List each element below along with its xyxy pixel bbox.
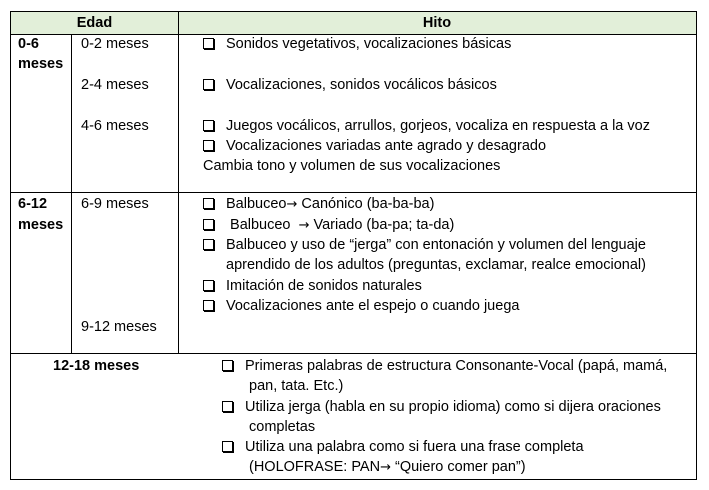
milestone-item: Juegos vocálicos, arrullos, gorjeos, vocaliza en respuesta a la voz <box>203 116 650 136</box>
milestone-item: Vocalizaciones ante el espejo o cuando juega <box>203 296 519 316</box>
milestone-continuation: pan, tata. Etc.) <box>249 378 344 394</box>
checkbox-icon <box>222 401 233 412</box>
milestone-item: Balbuceo→ Canónico (ba-ba-ba) <box>203 194 434 215</box>
checkbox-icon <box>203 38 214 49</box>
age-label: 9-12 meses <box>81 319 157 335</box>
checkbox-icon <box>222 360 233 371</box>
milestone-item: Vocalizaciones variadas ante agrado y desagrado <box>203 136 546 156</box>
group-label: meses <box>18 217 64 233</box>
divider <box>11 353 696 354</box>
checkbox-icon <box>203 280 214 291</box>
milestones-table <box>10 11 697 480</box>
group-label: 6-12 <box>18 196 48 212</box>
checkbox-icon <box>203 239 214 250</box>
group-label: meses <box>18 56 64 72</box>
age-label: 0-2 meses <box>81 36 149 52</box>
milestone-item: Utiliza jerga (habla en su propio idioma) como si dijera oraciones <box>222 397 661 417</box>
milestone-item: Primeras palabras de estructura Consonante-Vocal (papá, mamá, <box>222 356 667 376</box>
checkbox-icon <box>203 198 214 209</box>
milestone-continuation: (HOLOFRASE: PAN→ “Quiero comer pan”) <box>249 459 526 475</box>
arrow-right-icon: → <box>380 460 391 475</box>
checkbox-icon <box>203 120 214 131</box>
divider <box>11 192 696 193</box>
checkbox-icon <box>203 140 214 151</box>
age-label: 4-6 meses <box>81 118 149 134</box>
arrow-right-icon: → <box>298 218 310 233</box>
header-edad: Edad <box>76 15 113 31</box>
milestone-item: Sonidos vegetativos, vocalizaciones básicas <box>203 34 511 54</box>
age-label: 6-9 meses <box>81 196 149 212</box>
milestone-item: Balbuceo → Variado (ba-pa; ta-da) <box>203 215 454 236</box>
milestone-item: Utiliza una palabra como si fuera una frase completa <box>222 437 584 457</box>
checkbox-icon <box>222 441 233 452</box>
milestone-text: Cambia tono y volumen de sus vocalizaciones <box>203 158 501 174</box>
checkbox-icon <box>203 79 214 90</box>
age-label: 2-4 meses <box>81 77 149 93</box>
divider <box>71 34 72 353</box>
milestone-continuation: completas <box>249 419 316 435</box>
group-label: 0-6 <box>18 36 39 52</box>
checkbox-icon <box>203 300 214 311</box>
milestone-item: Vocalizaciones, sonidos vocálicos básicos <box>203 75 497 95</box>
divider <box>178 12 179 353</box>
milestone-item: Imitación de sonidos naturales <box>203 276 422 296</box>
header-hito: Hito <box>422 15 452 31</box>
milestone-item: Balbuceo y uso de “jerga” con entonación y volumen del lenguaje <box>203 235 646 255</box>
milestone-continuation: aprendido de los adultos (preguntas, exclamar, realce emocional) <box>226 257 646 273</box>
arrow-right-icon: → <box>286 197 298 212</box>
group-label: 12-18 meses <box>53 358 140 374</box>
checkbox-icon <box>203 219 214 230</box>
